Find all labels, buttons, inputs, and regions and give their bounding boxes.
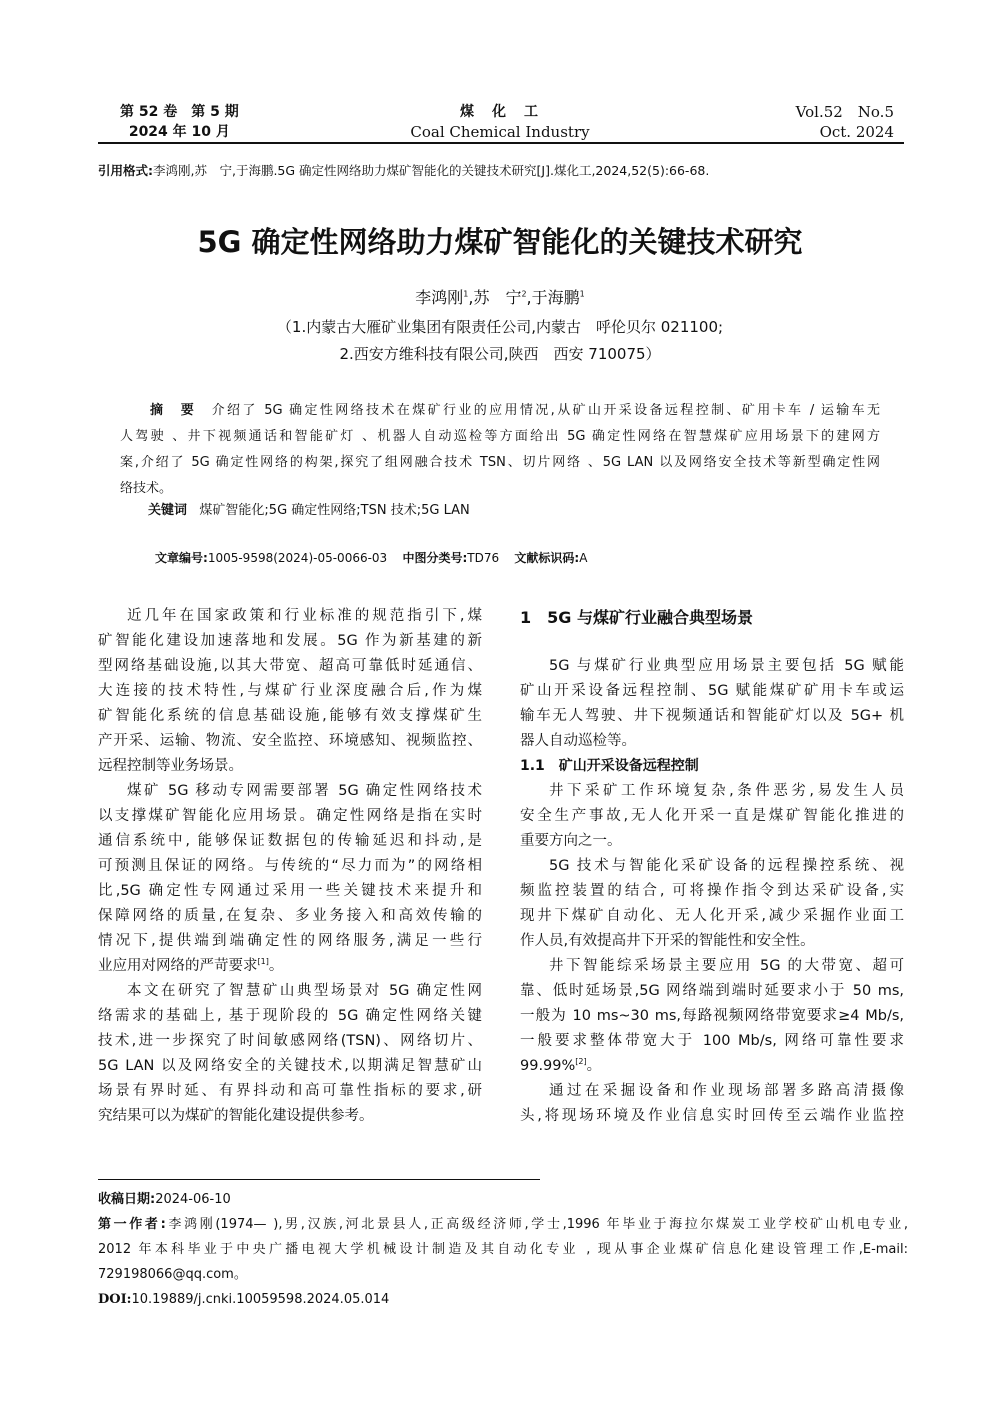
abstract-text: 介绍了 5G 确定性网络技术在煤矿行业的应用情况,从矿山开采设备远程控制、矿用卡车 / 运输车无 — [211, 403, 880, 418]
left-column — [98, 604, 482, 1129]
clc: TD76 — [467, 551, 500, 565]
keywords — [148, 498, 470, 523]
text-line: 一般为 10 ms~30 ms,每路视频网络带宽要求≥4 Mb/s, — [520, 1008, 904, 1024]
journal-name-en: Coal Chemical Industry — [410, 123, 590, 141]
text-line: 比,5G 确定性专网通过采用一些关键技术来提升和 — [98, 883, 482, 899]
text-line: 产开采、运输、物流、安全监控、环境感知、视频监控、 — [98, 733, 482, 749]
text-line: 通信系统中, 能够保证数据包的传输延迟和抖动,是 — [98, 833, 482, 849]
article-no-label: 文章编号: — [155, 551, 208, 565]
text: 99.99% — [520, 1058, 576, 1074]
author-email[interactable]: 729198066@qq.com。 — [98, 1267, 247, 1282]
text-line: 煤矿 5G 移动专网需要部署 5G 确定性网络技术 — [127, 783, 482, 799]
text-line: 5G 与煤矿行业典型应用场景主要包括 5G 赋能 — [549, 658, 904, 674]
keywords-text: 煤矿智能化;5G 确定性网络;TSN 技术;5G LAN — [199, 503, 470, 518]
abstract-line — [120, 398, 880, 424]
text-line: 近几年在国家政策和行业标准的规范指引下,煤 — [127, 608, 482, 624]
text-line: 现井下煤矿自动化、无人化开采,减少采掘作业面工 — [520, 908, 904, 924]
volume-issue-en — [796, 102, 894, 142]
affiliations — [0, 314, 992, 368]
text-line: 重要方向之一。 — [520, 833, 622, 849]
citation-text[interactable]: 李鸿刚,苏 宁,于海鹏.5G 确定性网络助力煤矿智能化的关键技术研究[J].煤化工,2024,52(5):66-68. — [153, 163, 710, 178]
text-line: 究结果可以为煤矿的智能化建设提供参考。 — [98, 1108, 374, 1124]
paper-title: 5G 确定性网络助力煤矿智能化的关键技术研究 — [197, 225, 803, 259]
text-line: 头,将现场环境及作业信息实时回传至云端作业监控 — [520, 1108, 904, 1124]
text-line: 靠、低时延场景,5G 网络端到端时延要求小于 50 ms, — [520, 983, 904, 999]
paragraph — [520, 854, 904, 954]
clc-label: 中图分类号: — [402, 551, 468, 565]
text-line: 作人员,有效提高井下开采的智能性和安全性。 — [520, 933, 815, 949]
author-name: ,苏 宁 — [468, 288, 522, 307]
author-label: 第一作者: — [98, 1217, 166, 1232]
text-line: 通过在采掘设备和作业现场部署多路高清摄像 — [549, 1083, 904, 1099]
text-line: 矿智能化建设加速落地和发展。5G 作为新基建的新 — [98, 633, 482, 649]
text-line: 以支撑煤矿智能化应用场景。确定性网络是指在实时 — [98, 808, 482, 824]
abstract-label: 摘 要 — [150, 403, 197, 418]
text-line: 5G LAN 以及网络安全的关键技术,以期满足智慧矿山 — [98, 1058, 482, 1074]
abstract-line: 络技术。 — [120, 481, 173, 496]
author-name: 李鸿刚 — [415, 288, 464, 307]
header-rule — [98, 142, 904, 144]
paragraph — [98, 979, 482, 1129]
text-line: 频监控装置的结合, 可将操作指令到达采矿设备,实 — [520, 883, 904, 899]
authors — [0, 285, 992, 308]
citation-label: 引用格式: — [98, 163, 153, 178]
doi-label: DOI: — [98, 1292, 132, 1307]
author-bio: 李鸿刚(1974— ),男,汉族,河北景县人,正高级经济师,学士,1996 年毕业于海拉尔煤炭工业学校矿山机电专业, — [165, 1217, 908, 1232]
volume-cn: 第 52 卷 第 5 期 — [120, 104, 239, 120]
reference-marker[interactable]: [2] — [575, 1057, 587, 1067]
text-line — [520, 1054, 904, 1079]
text-line: 情况下,提供端到端确定性的网络服务,满足一些行 — [98, 933, 482, 949]
text-line: 型网络基础设施,以其大带宽、超高可靠低时延通信、 — [98, 658, 482, 674]
subsection-heading: 1.1 矿山开采设备远程控制 — [520, 758, 699, 774]
reference-marker[interactable]: [1] — [257, 957, 269, 967]
text-line: 大连接的技术特性,与煤矿行业深度融合后,作为煤 — [98, 683, 482, 699]
section-heading: 1 5G 与煤矿行业融合典型场景 — [520, 608, 753, 627]
volume-en: Vol.52 No.5 — [795, 103, 894, 121]
received-date: 2024-06-10 — [155, 1192, 231, 1207]
text-line: 5G 技术与智能化采矿设备的远程操控系统、视 — [549, 858, 904, 874]
doc-code: A — [579, 551, 588, 565]
paragraph — [520, 779, 904, 854]
author-affil: 2 — [521, 289, 527, 299]
text-line: 可预测且保证的网络。与传统的“尽力而为”的网络相 — [98, 858, 482, 874]
paragraph — [520, 654, 904, 754]
author-name: ,于海鹏 — [526, 288, 580, 307]
text-line: 场景有界时延、有界抖动和高可靠性指标的要求,研 — [98, 1083, 482, 1099]
paragraph — [98, 604, 482, 779]
received-label: 收稿日期: — [98, 1192, 156, 1207]
keywords-label: 关键词 — [148, 503, 188, 518]
paragraph — [520, 1079, 904, 1129]
paragraph — [98, 779, 482, 979]
text-line: 技术,进一步探究了时间敏感网络(TSN)、网络切片、 — [98, 1033, 482, 1049]
footnotes — [98, 1187, 908, 1312]
affiliation: 2.西安方维科技有限公司,陕西 西安 710075） — [339, 345, 661, 363]
abstract-line: 案,介绍了 5G 确定性网络的构架,探究了组网融合技术 TSN、切片网络 、5G LAN 以及网络安全技术等新型确定性网 — [120, 455, 880, 470]
text-line: 输车无人驾驶、井下视频通话和智能矿灯以及 5G+ 机 — [520, 708, 904, 724]
author-bio: 2012 年本科毕业于中央广播电视大学机械设计制造及其自动化专业 , 现从事企业煤矿信息化建设管理工作,E-mail: — [98, 1242, 908, 1257]
journal-name-cn: 煤 化 工 — [460, 104, 540, 120]
text: 。 — [586, 1058, 602, 1074]
affiliation: （1.内蒙古大雁矿业集团有限责任公司,内蒙古 呼伦贝尔 021100; — [276, 318, 724, 336]
paragraph — [520, 954, 904, 1079]
text-line: 器人自动巡检等。 — [520, 733, 636, 749]
text-line: 安全生产事故,无人化开采一直是煤矿智能化推进的 — [520, 808, 904, 824]
text-line: 矿山开采设备远程控制、5G 赋能煤矿矿用卡车或运 — [520, 683, 904, 699]
text-line: 井下采矿工作环境复杂,条件恶劣,易发生人员 — [549, 783, 904, 799]
article-meta — [155, 549, 587, 566]
citation — [98, 161, 709, 179]
date-en: Oct. 2024 — [819, 123, 894, 141]
text: 。 — [268, 958, 284, 974]
author-affil: 1 — [579, 289, 585, 299]
footnote-rule — [98, 1179, 540, 1180]
text-line: 本文在研究了智慧矿山典型场景对 5G 确定性网 — [127, 983, 482, 999]
doi-link[interactable]: 10.19889/j.cnki.10059598.2024.05.014 — [131, 1292, 390, 1307]
author-affil: 1 — [463, 289, 469, 299]
article-no: 1005-9598(2024)-05-0066-03 — [207, 551, 388, 565]
text-line: 井下智能综采场景主要应用 5G 的大带宽、超可 — [549, 958, 904, 974]
text-line: 远程控制等业务场景。 — [98, 758, 243, 774]
text-line: 矿智能化系统的信息基础设施,能够有效支撑煤矿生 — [98, 708, 482, 724]
text-line: 保障网络的质量,在复杂、多业务接入和高效传输的 — [98, 908, 482, 924]
abstract — [120, 398, 880, 502]
text-line — [98, 954, 482, 979]
text-line: 络需求的基础上, 基于现阶段的 5G 确定性网络关键 — [98, 1008, 482, 1024]
date-cn: 2024 年 10 月 — [128, 124, 230, 140]
abstract-line: 人驾驶 、井下视频通话和智能矿灯 、机器人自动巡检等方面给出 5G 确定性网络在智慧煤矿应用场景下的建网方 — [120, 429, 880, 444]
doc-code-label: 文献标识码: — [514, 551, 580, 565]
text-line: 一般要求整体带宽大于 100 Mb/s, 网络可靠性要求 — [520, 1033, 904, 1049]
right-column — [520, 604, 904, 1129]
text: 业应用对网络的严苛要求 — [98, 958, 258, 974]
